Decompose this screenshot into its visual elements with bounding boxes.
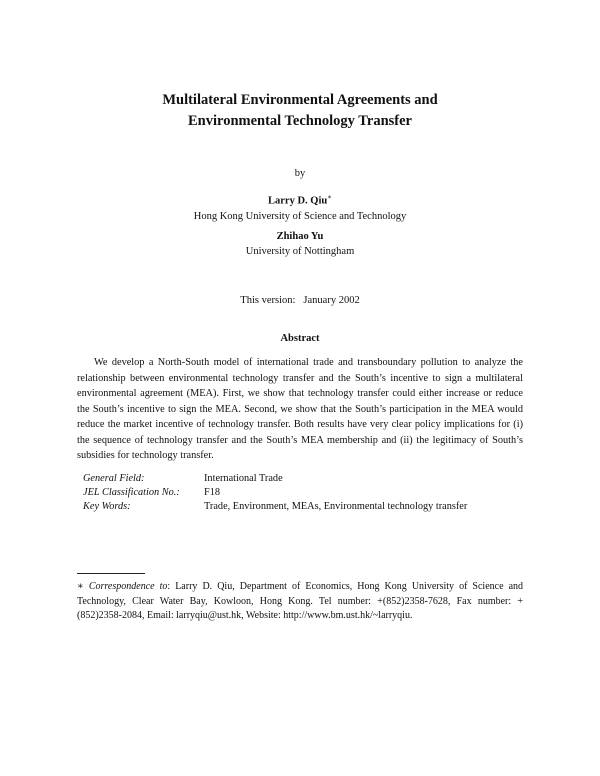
title-line-1: Multilateral Environmental Agreements and — [162, 92, 438, 108]
author-block-2 — [0, 229, 600, 259]
author-block-1 — [0, 190, 600, 224]
classification-key: Key Words: — [83, 501, 131, 512]
footnote-lead: Correspondence to — [88, 581, 168, 592]
version-label: This version: — [240, 295, 296, 306]
footnote-mark: ∗ — [77, 581, 84, 592]
classification-key: JEL Classification No.: — [83, 487, 180, 498]
classification-value: F18 — [204, 487, 221, 498]
author-affiliation: University of Nottingham — [245, 246, 355, 257]
abstract-text: We develop a North-South model of international trade and transboundary pollution to analyze the relationship between environmental technology transfer and the South’s incentive to sign a multilateral environmental agreement (MEA). First, we show that technology transfer could either increase or reduce the South’s incentive to sign the MEA. Second, we show that the South’s participation in the MEA would reduce the market incentive of technology transfer. Both results have very clear policy implications for (i) the sequence of technology transfer and the South’s MEA membership and (ii) the legitimacy of South’s subsidies for technology transfer. — [77, 357, 523, 461]
paper-title — [80, 90, 520, 132]
author-affiliation: Hong Kong University of Science and Technology — [193, 210, 407, 222]
classification-value: Trade, Environment, MEAs, Environmental technology transfer — [204, 501, 468, 512]
classification-row — [83, 472, 467, 486]
title-line-2: Environmental Technology Transfer — [188, 113, 412, 129]
author-footnote-mark: ∗ — [327, 193, 332, 201]
author-name: Zhihao Yu — [276, 231, 324, 242]
classification-key: General Field: — [83, 473, 145, 484]
version-line — [0, 295, 600, 306]
classification-row — [83, 486, 467, 500]
classification-value: International Trade — [204, 473, 283, 484]
abstract-heading: Abstract — [280, 333, 320, 344]
classification-row — [83, 500, 467, 514]
author-name: Larry D. Qiu — [268, 195, 328, 207]
classification-list — [83, 472, 467, 514]
version-date: January 2002 — [303, 295, 360, 306]
by-line: by — [294, 168, 306, 179]
footnote-text: : Larry D. Qiu, Department of Economics, Hong Kong University of Science and Technology, Clear Water Bay, Kowloon, Hong Kong. Tel number: +(852)2358-7628, Fax number: +(852)2358-2084, Email: larryqiu@ust.hk, Website: http://www.bm.ust.hk/~larryqiu. — [77, 581, 524, 621]
footnote-divider — [77, 573, 145, 574]
footnote — [77, 580, 523, 624]
